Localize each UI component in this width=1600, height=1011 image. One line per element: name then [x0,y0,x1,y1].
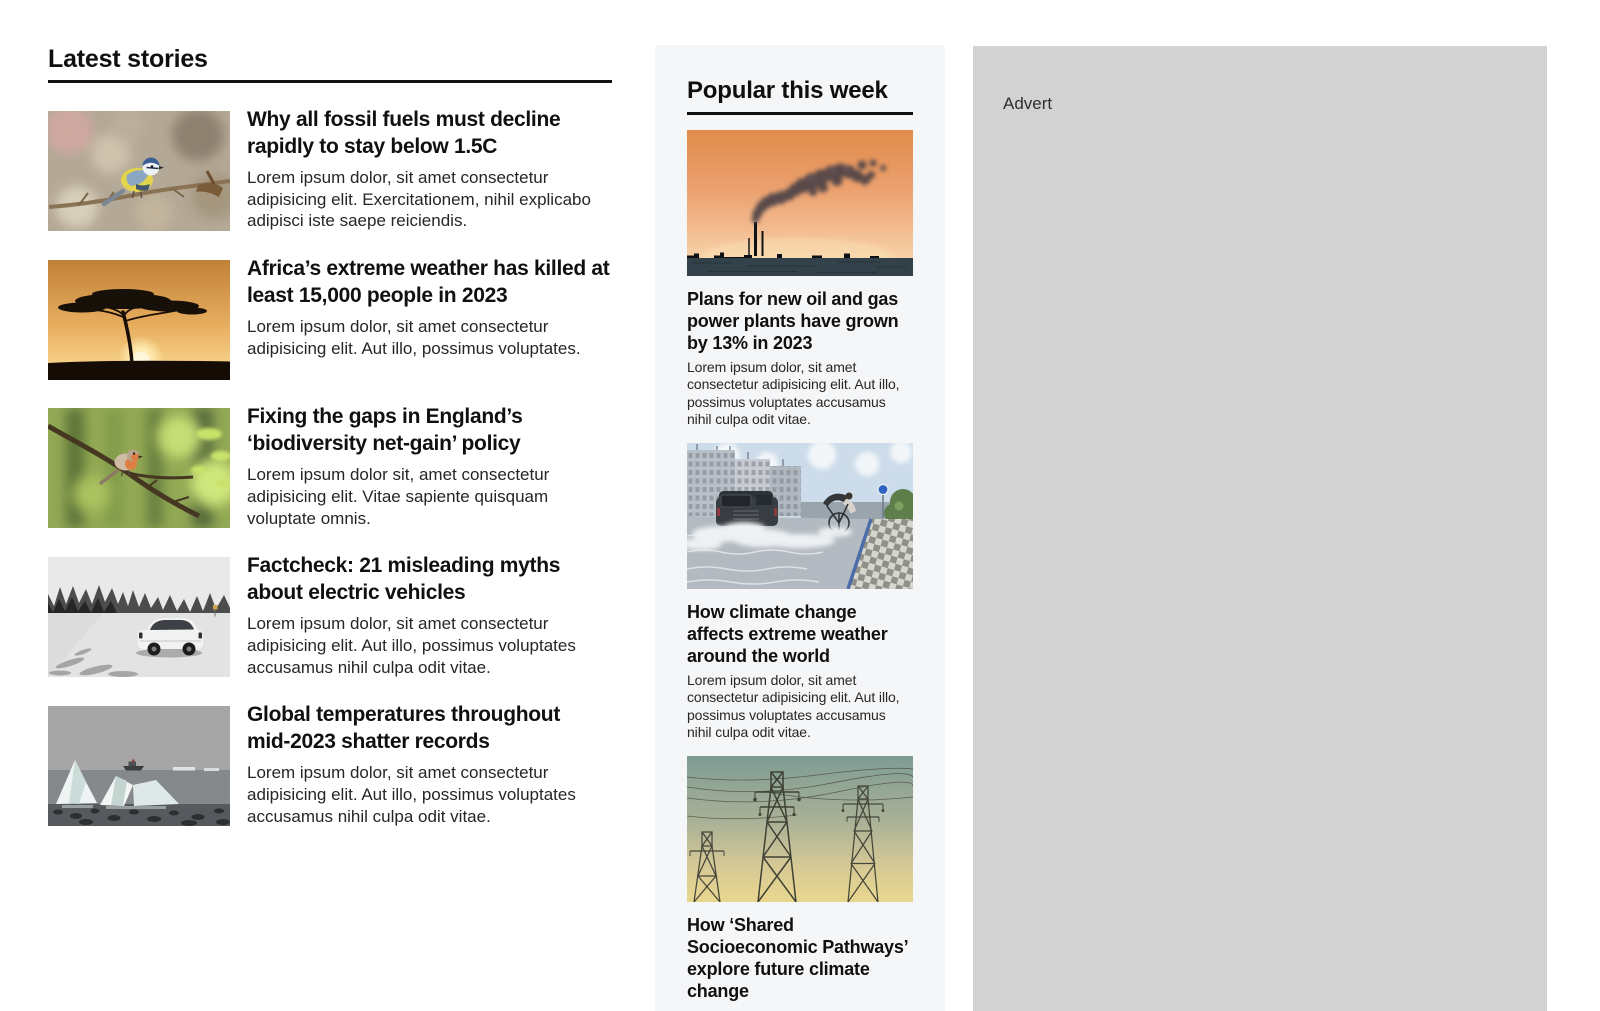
popular-divider [687,112,913,115]
popular-item[interactable] [687,130,913,428]
electric-car-snow-image [48,557,230,677]
story-item[interactable] [48,703,612,827]
story-headline[interactable]: Global temperatures throughout mid-2023 shatter records [247,703,561,754]
icebergs-sea-image [48,706,230,826]
popular-title: Popular this week [687,77,888,104]
latest-stories-section [48,46,612,827]
story-thumbnail[interactable] [48,260,230,380]
story-headline[interactable]: Fixing the gaps in England’s ‘biodiversity net-gain’ policy [247,405,523,456]
popular-thumbnail[interactable] [687,756,913,902]
popular-excerpt: Lorem ipsum dolor, sit amet consectetur adipisicing elit. Aut illo, possimus voluptates accusamus nihil culpa odit vitae. [687,672,900,741]
popular-headline[interactable]: How climate change affects extreme weather around the world [687,602,888,667]
popular-excerpt: Lorem ipsum dolor, sit amet consectetur adipisicing elit. Aut illo, possimus voluptates accusamus nihil culpa odit vitae. [687,359,900,427]
story-headline[interactable]: Why all fossil fuels must decline rapidly to stay below 1.5C [247,108,561,158]
story-excerpt: Lorem ipsum dolor, sit amet consectetur adipisicing elit. Aut illo, possimus voluptates. [247,317,581,358]
story-headline[interactable]: Africa’s extreme weather has killed at least 15,000 people in 2023 [247,257,610,308]
story-excerpt: Lorem ipsum dolor, sit amet consectetur adipisicing elit. Aut illo, possimus voluptates accusamus nihil culpa odit vitae. [247,614,576,677]
story-item[interactable] [48,257,612,380]
story-excerpt: Lorem ipsum dolor, sit amet consectetur adipisicing elit. Aut illo, possimus voluptates accusamus nihil culpa odit vitae. [247,763,576,826]
acacia-tree-sunset-image [48,260,230,380]
story-thumbnail[interactable] [48,408,230,528]
popular-item[interactable] [687,756,913,1002]
power-station-smoke-image [687,130,913,276]
robin-on-branch-image [48,408,230,528]
story-item[interactable] [48,554,612,678]
story-thumbnail[interactable] [48,557,230,677]
popular-panel [655,45,945,1011]
latest-stories-title: Latest stories [48,45,208,73]
popular-headline[interactable]: Plans for new oil and gas power plants have grown by 13% in 2023 [687,289,899,353]
blue-tit-bird-image [48,111,230,231]
story-text [247,554,612,678]
latest-stories-divider [48,80,612,83]
story-thumbnail[interactable] [48,706,230,826]
advert-label: Advert [1003,94,1053,113]
popular-headline[interactable]: How ‘Shared Socioeconomic Pathways’ explore future climate change [687,915,908,1002]
latest-stories-list [48,108,612,827]
popular-thumbnail[interactable] [687,130,913,276]
story-text [247,257,612,380]
story-item[interactable] [48,405,612,529]
story-excerpt: Lorem ipsum dolor sit, amet consectetur adipisicing elit. Vitae sapiente quisquam voluptate omnis. [247,465,550,528]
story-thumbnail[interactable] [48,111,230,231]
story-text [247,703,612,827]
electricity-pylons-image [687,756,913,902]
popular-thumbnail[interactable] [687,443,913,589]
story-headline[interactable]: Factcheck: 21 misleading myths about electric vehicles [247,554,561,605]
popular-item[interactable] [687,443,913,741]
story-item[interactable] [48,108,612,232]
flooded-street-image [687,443,913,589]
story-excerpt: Lorem ipsum dolor, sit amet consectetur adipisicing elit. Exercitationem, nihil explicabo adipisci iste saepe reiciendis. [247,168,591,231]
story-text [247,405,612,529]
advert-placeholder [973,46,1547,1011]
story-text [247,108,612,232]
